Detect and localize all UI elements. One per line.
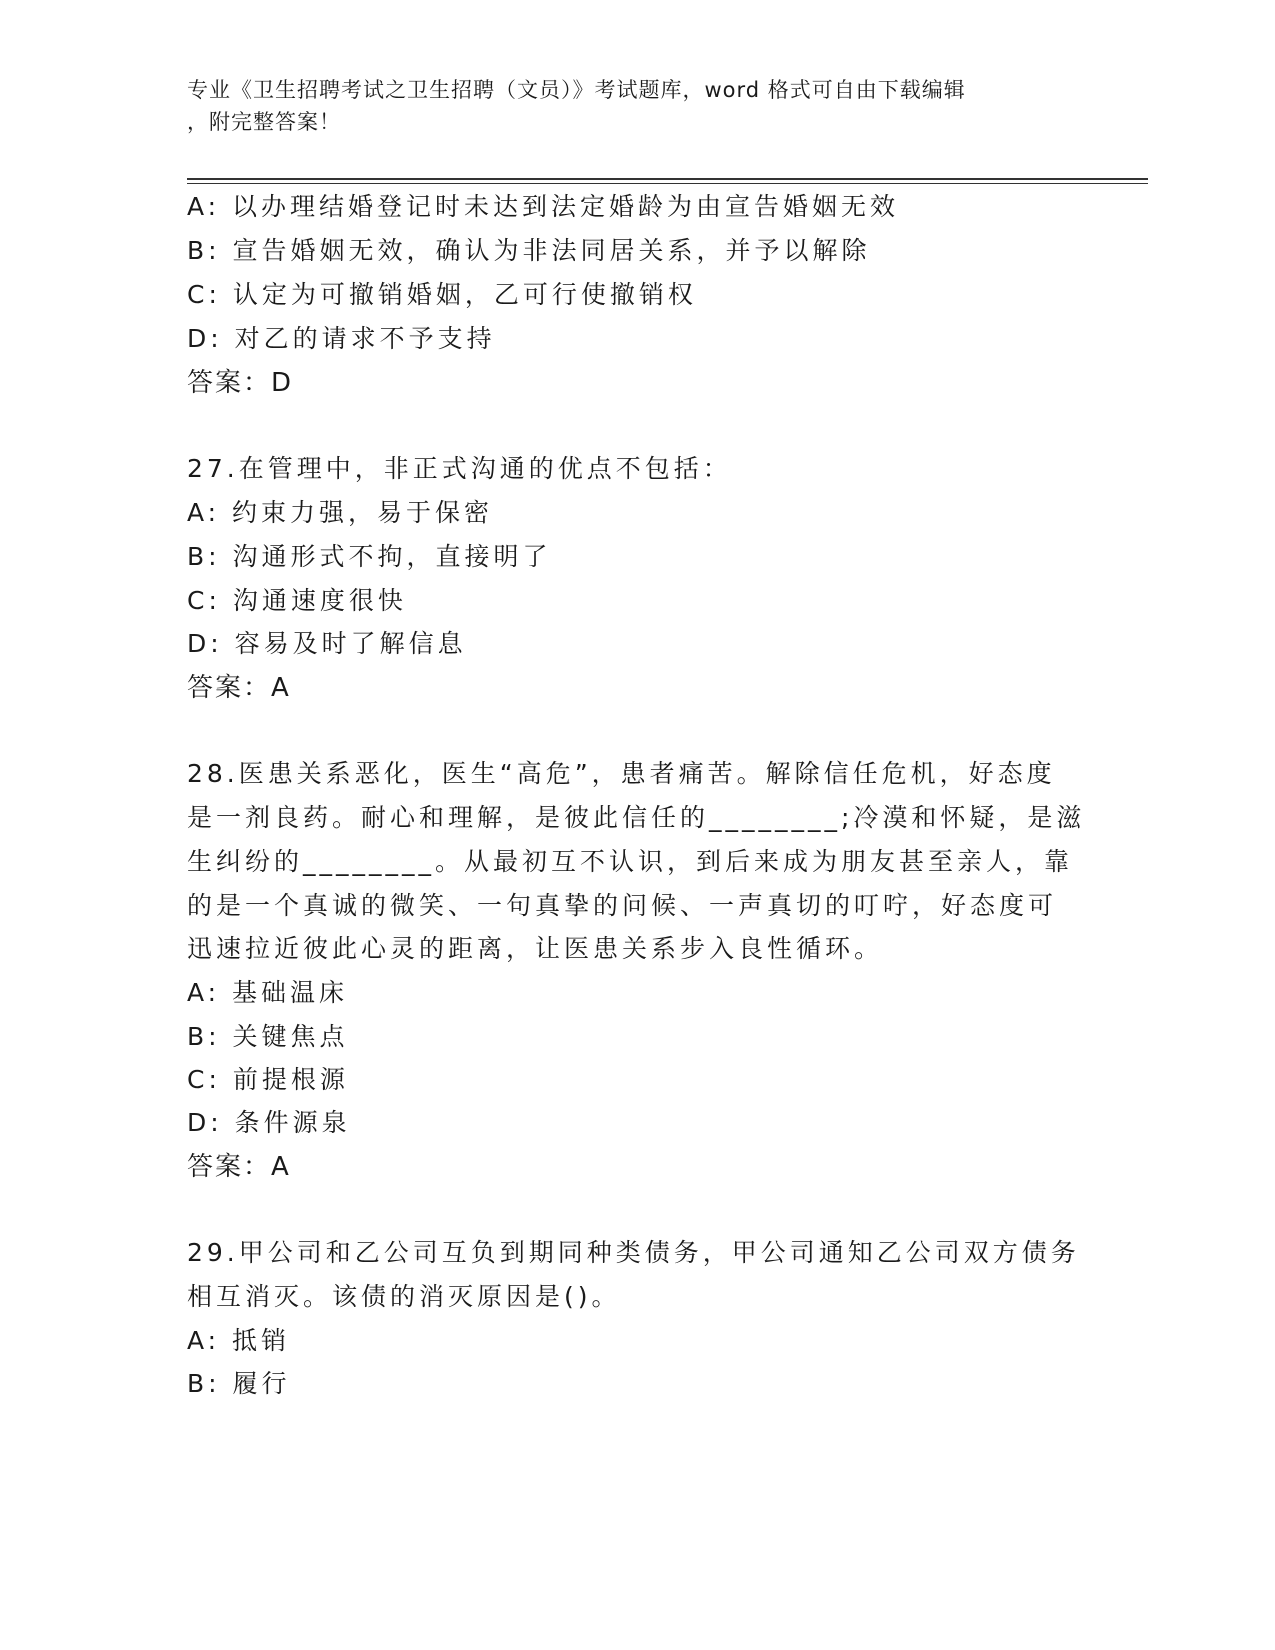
q26-option-c: C: 认定为可撤销婚姻，乙可行使撤销权 <box>187 280 697 309</box>
q28-answer: 答案：A <box>187 1152 291 1182</box>
q29-stem-line-1: 29.甲公司和乙公司互负到期同种类债务，甲公司通知乙公司双方债务 <box>187 1238 1080 1267</box>
document-header <box>187 74 1087 138</box>
q27-stem: 27.在管理中，非正式沟通的优点不包括： <box>187 454 732 483</box>
q27-answer: 答案：A <box>187 673 291 703</box>
q28-stem-line-3: 生纠纷的________。从最初互不认识，到后来成为朋友甚至亲人，靠 <box>187 847 1074 876</box>
header-line-2: ，附完整答案！ <box>187 110 341 134</box>
q28-option-d: D: 条件源泉 <box>187 1108 351 1137</box>
q26-option-d: D: 对乙的请求不予支持 <box>187 324 496 353</box>
q28-option-a: A: 基础温床 <box>187 978 349 1007</box>
q26-option-b: B: 宣告婚姻无效，确认为非法同居关系，并予以解除 <box>187 236 871 265</box>
q28-stem-line-5: 迅速拉近彼此心灵的距离，让医患关系步入良性循环。 <box>187 934 884 963</box>
q29-option-b: B: 履行 <box>187 1369 291 1398</box>
q28-option-c: C: 前提根源 <box>187 1065 349 1094</box>
q27-option-b: B: 沟通形式不拘，直接明了 <box>187 542 552 571</box>
q27-option-c: C: 沟通速度很快 <box>187 586 407 615</box>
q29-stem-line-2: 相互消灭。该债的消灭原因是()。 <box>187 1282 621 1311</box>
q27-option-a: A: 约束力强，易于保密 <box>187 498 494 527</box>
q26-option-a: A: 以办理结婚登记时未达到法定婚龄为由宣告婚姻无效 <box>187 192 900 221</box>
q26-answer: 答案：D <box>187 368 294 398</box>
header-divider-thin <box>187 183 1148 184</box>
header-divider-thick <box>187 178 1148 180</box>
q28-stem-line-1: 28.医患关系恶化，医生“高危”，患者痛苦。解除信任危机，好态度 <box>187 759 1056 788</box>
header-line-1: 专业《卫生招聘考试之卫生招聘（文员）》考试题库，word 格式可自由下载编辑 <box>187 78 966 102</box>
q28-stem-line-2: 是一剂良药。耐心和理解，是彼此信任的________;冷漠和怀疑，是滋 <box>187 803 1086 832</box>
q29-option-a: A: 抵销 <box>187 1326 291 1355</box>
q28-stem-line-4: 的是一个真诚的微笑、一句真挚的问候、一声真切的叮咛，好态度可 <box>187 891 1058 920</box>
q27-option-d: D: 容易及时了解信息 <box>187 629 467 658</box>
q28-option-b: B: 关键焦点 <box>187 1022 349 1051</box>
